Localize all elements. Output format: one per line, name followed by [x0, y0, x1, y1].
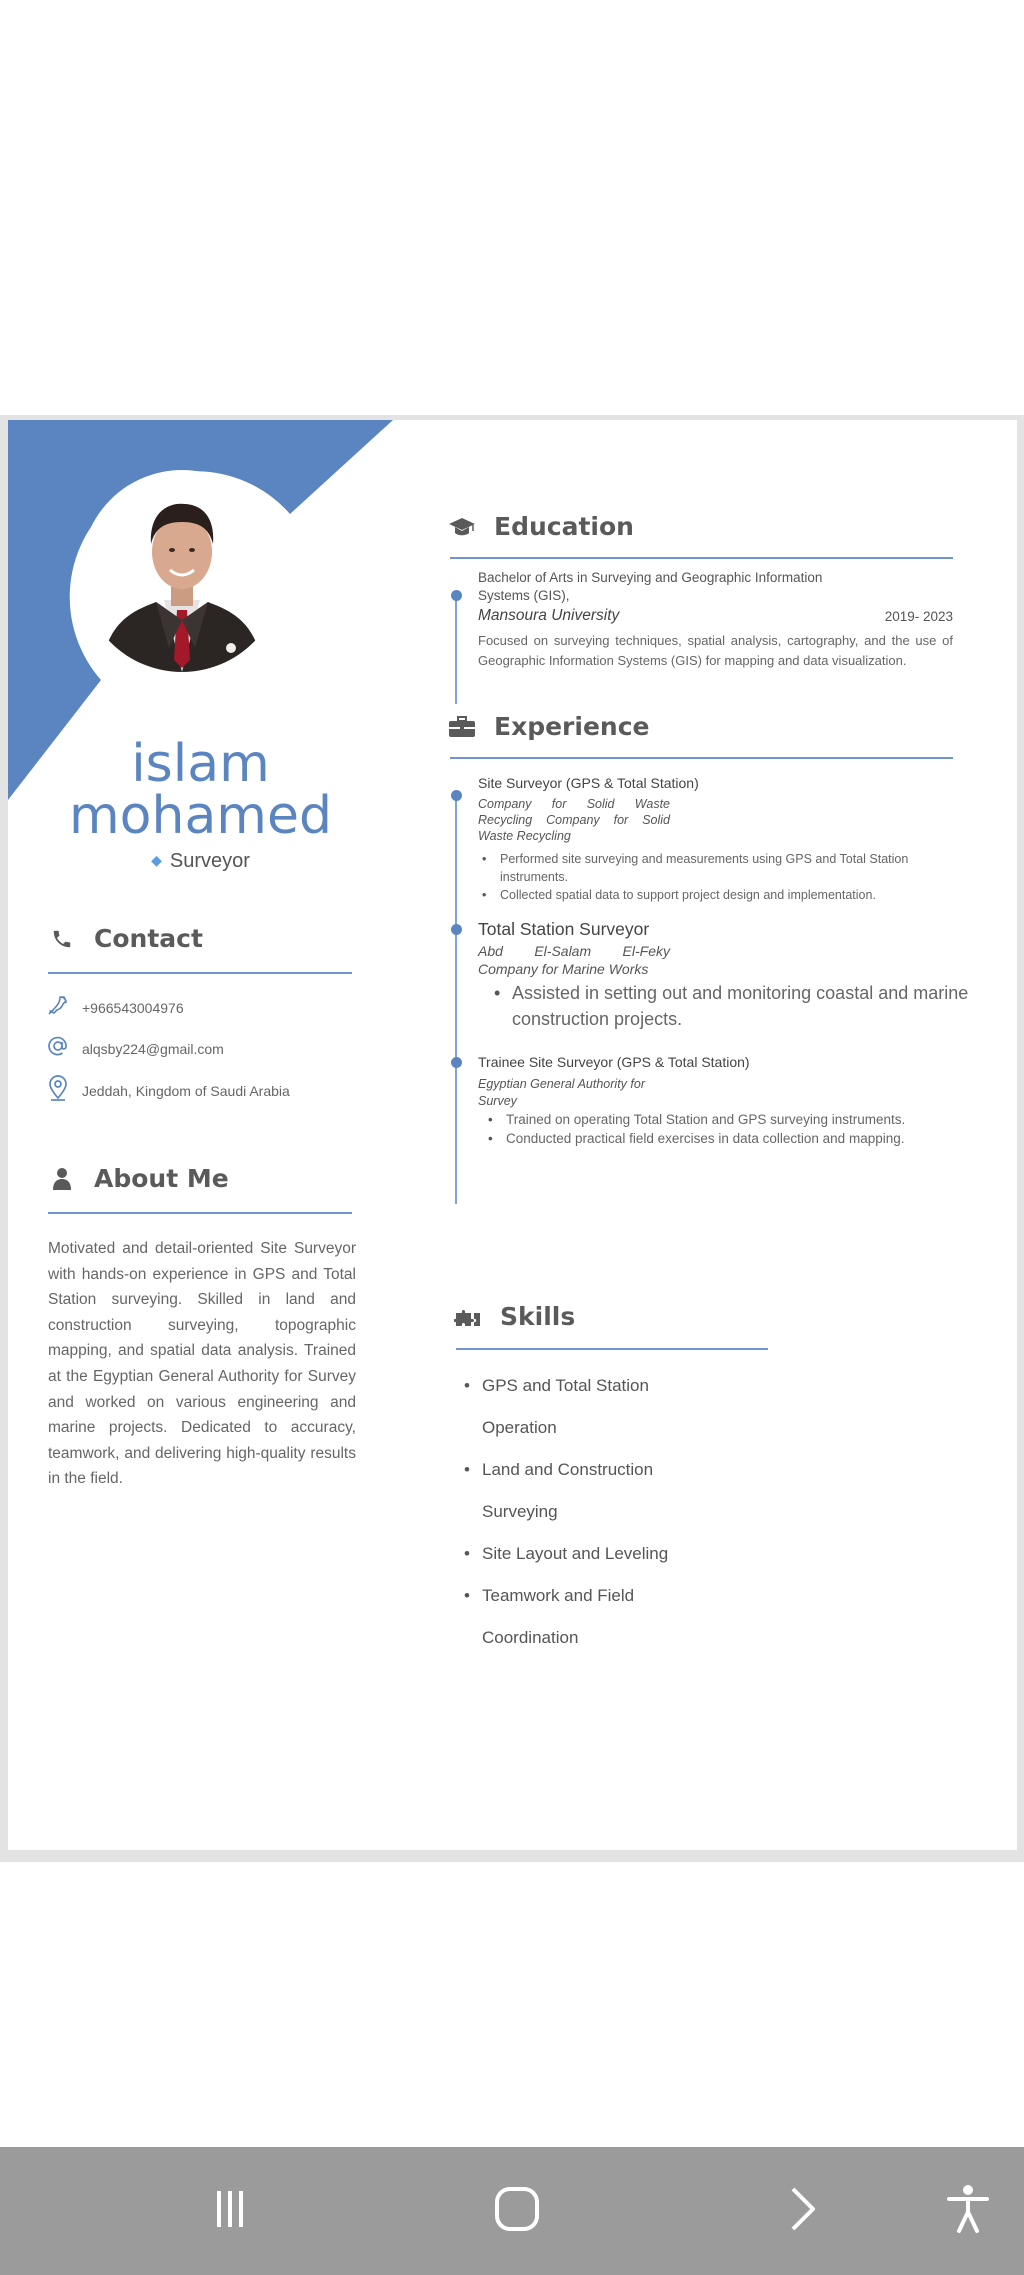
puzzle-icon	[454, 1303, 482, 1331]
job-3-title: Trainee Site Surveyor (GPS & Total Station)	[478, 1054, 750, 1070]
back-icon	[783, 2185, 823, 2238]
skill-item: • GPS and Total Station Operation	[462, 1365, 702, 1449]
job-title-text: Surveyor	[169, 850, 250, 872]
system-navbar	[0, 2147, 1024, 2275]
about-heading	[48, 1164, 229, 1193]
phone-icon	[48, 925, 76, 953]
user-icon	[48, 1165, 76, 1193]
job-1-bullets	[480, 850, 955, 904]
skills-heading	[454, 1302, 575, 1331]
education-rule	[450, 557, 953, 559]
map-pin-icon	[46, 1074, 70, 1107]
job-3-dot	[451, 1057, 462, 1068]
resume-page	[8, 420, 1017, 1850]
accessibility-button[interactable]	[938, 2181, 998, 2241]
job-2-bullet-1: • Assisted in setting out and monitoring coastal and marine construction projects.	[492, 980, 970, 1032]
home-button[interactable]	[487, 2181, 547, 2241]
home-icon	[493, 2185, 541, 2238]
experience-heading	[448, 712, 649, 741]
last-name: mohamed	[69, 786, 332, 846]
job-3-bullet-2: • Conducted practical field exercises in data collection and mapping.	[486, 1129, 906, 1148]
job-3-bullets	[486, 1110, 906, 1148]
education-heading-label: Education	[494, 512, 634, 541]
diamond-icon: ◆	[151, 852, 162, 868]
location-text: Jeddah, Kingdom of Saudi Arabia	[82, 1082, 290, 1099]
job-1-bullet-1: • Performed site surveying and measurements using GPS and Total Station instruments.	[480, 850, 955, 886]
contact-email	[46, 1034, 224, 1063]
recents-icon	[208, 2187, 252, 2236]
job-2-dot	[451, 924, 462, 935]
experience-timeline	[455, 792, 457, 1204]
job-2-title: Total Station Surveyor	[478, 919, 650, 939]
contact-location	[46, 1074, 290, 1107]
skill-item: • Site Layout and Leveling	[462, 1533, 702, 1575]
job-1-company: Company for Solid Waste Recycling Company for Solid Waste Recycling	[478, 797, 670, 843]
education-school: Mansoura University	[478, 607, 620, 624]
contact-phone	[46, 993, 184, 1022]
education-dot	[451, 590, 462, 601]
email-text[interactable]: alqsby224@gmail.com	[82, 1040, 224, 1057]
recents-button[interactable]	[200, 2181, 260, 2241]
job-2-company: Abd El-Salam El-Feky Company for Marine Works	[478, 943, 670, 977]
job-3-company: Egyptian General Authority for Survey	[478, 1077, 645, 1108]
experience-rule	[450, 757, 953, 759]
education-heading	[448, 512, 634, 541]
education-timeline	[455, 592, 457, 704]
about-text: Motivated and detail-oriented Site Surveyor with hands-on experience in GPS and Total Station surveying. Skilled in land and construction surveying, topographic mapping, and spatial data analysis. Trained at the Egyptian General Authority for Survey and worked on various engineering and marine projects. Dedicated to accuracy, teamwork, and delivering high-quality results in the field.	[48, 1240, 356, 1488]
skills-list	[462, 1365, 702, 1659]
education-degree: Bachelor of Arts in Surveying and Geographic Information Systems (GIS),	[478, 570, 823, 603]
skill-item: • Teamwork and Field Coordination	[462, 1575, 702, 1659]
about-heading-label: About Me	[94, 1164, 229, 1193]
first-name: islam	[131, 734, 270, 794]
education-years: 2019- 2023	[884, 609, 953, 624]
job-1-title: Site Surveyor (GPS & Total Station)	[478, 775, 699, 791]
back-button[interactable]	[773, 2181, 833, 2241]
profile-photo	[81, 470, 283, 672]
experience-heading-label: Experience	[494, 712, 650, 741]
briefcase-icon	[448, 713, 476, 741]
at-sign-icon	[46, 1034, 70, 1063]
skill-item: • Land and Construction Surveying	[462, 1449, 702, 1533]
about-rule	[48, 1212, 352, 1214]
job-3-bullet-1: • Trained on operating Total Station and GPS surveying instruments.	[486, 1110, 906, 1129]
job-1-bullet-2: • Collected spatial data to support project design and implementation.	[480, 886, 955, 904]
skills-heading-label: Skills	[500, 1302, 576, 1331]
job-1-dot	[451, 790, 462, 801]
education-description: Focused on surveying techniques, spatial analysis, cartography, and the use of Geographic Information Systems (GIS) for mapping and data visualization.	[478, 633, 953, 668]
job-2-bullets	[492, 980, 970, 1032]
phone-text[interactable]: +966543004976	[82, 999, 184, 1016]
contact-heading-label: Contact	[94, 924, 203, 953]
job-title	[8, 850, 393, 873]
contact-heading	[48, 924, 203, 953]
skills-rule	[456, 1348, 768, 1350]
accessibility-icon	[945, 2184, 991, 2239]
phone-outline-icon	[46, 993, 70, 1022]
contact-rule	[48, 972, 352, 974]
graduation-cap-icon	[448, 513, 476, 541]
